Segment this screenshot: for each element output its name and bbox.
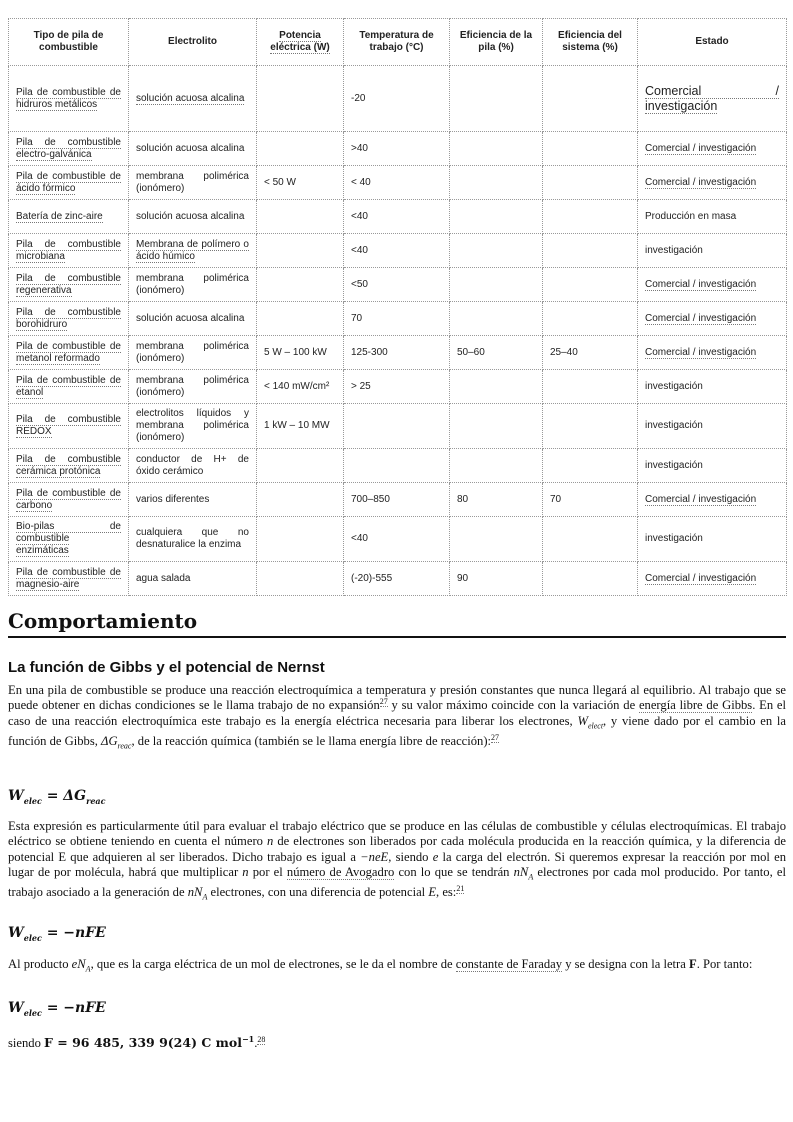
table-row bbox=[9, 517, 787, 562]
cell-electrolito bbox=[129, 234, 257, 268]
faraday-constant-link[interactable]: constante de Faraday bbox=[455, 957, 563, 971]
math-nNA: $nN_A$ bbox=[187, 885, 208, 902]
cell-potencia bbox=[257, 517, 344, 562]
cell-potencia: 5 W – 100 kW bbox=[257, 336, 344, 370]
gibbs-energy-link[interactable]: energía libre de Gibbs bbox=[638, 698, 753, 713]
table-row bbox=[9, 449, 787, 483]
page bbox=[8, 18, 786, 596]
cell-ef-sistema bbox=[543, 166, 638, 200]
cell-potencia: 1 kW – 10 MW bbox=[257, 404, 344, 449]
cell-tipo[interactable] bbox=[9, 302, 129, 336]
cell-temperatura: <40 bbox=[344, 200, 450, 234]
reference-link[interactable]: 21 bbox=[456, 883, 465, 893]
table-row bbox=[9, 66, 787, 132]
cell-estado[interactable] bbox=[638, 166, 787, 200]
table-row bbox=[9, 132, 787, 166]
math-n: n bbox=[242, 865, 249, 880]
text: . Por tanto: bbox=[696, 957, 753, 971]
cell-potencia bbox=[257, 66, 344, 132]
cell-estado[interactable] bbox=[638, 66, 787, 132]
cell-ef-sistema: 70 bbox=[543, 483, 638, 517]
header-estado: Estado bbox=[638, 19, 787, 66]
cell-potencia bbox=[257, 132, 344, 166]
cell-estado: investigación bbox=[638, 370, 787, 404]
text: electrones, con una diferencia de potencial bbox=[207, 885, 429, 900]
table-row bbox=[9, 200, 787, 234]
text: , de la reacción química (también se le llama energía libre de reacción): bbox=[131, 733, 492, 748]
table-header-row bbox=[9, 19, 787, 66]
cell-temperatura: 70 bbox=[344, 302, 450, 336]
cell-estado: Producción en masa bbox=[638, 200, 787, 234]
text: la carga del electrón. Si queremos expresar la reacción por mol en lugar de por molécula, habrá que multiplicar bbox=[8, 849, 786, 880]
cell-potencia bbox=[257, 562, 344, 596]
estado-link[interactable]: Comercial / investigación bbox=[645, 278, 757, 290]
cell-estado[interactable] bbox=[638, 336, 787, 370]
header-ef-pila: Eficiencia de la pila (%) bbox=[450, 19, 543, 66]
estado-link[interactable]: Comercial / investigación bbox=[645, 83, 779, 113]
cell-potencia: < 50 W bbox=[257, 166, 344, 200]
estado-link[interactable]: Comercial / investigación bbox=[645, 176, 757, 188]
text: electrones por cada mol producido. Por tanto, el trabajo asociado a la generación de bbox=[8, 865, 786, 900]
cell-temperatura: -20 bbox=[344, 66, 450, 132]
header-temperatura: Temperatura de trabajo (°C) bbox=[344, 19, 450, 66]
estado-link[interactable]: Comercial / investigación bbox=[645, 142, 757, 154]
cell-ef-pila bbox=[450, 200, 543, 234]
cell-tipo[interactable] bbox=[9, 449, 129, 483]
cell-electrolito: conductor de H+ de óxido cerámico bbox=[129, 449, 257, 483]
estado-link[interactable]: Comercial / investigación bbox=[645, 346, 757, 358]
cell-potencia: < 140 mW/cm² bbox=[257, 370, 344, 404]
cell-electrolito: solución acuosa alcalina bbox=[129, 302, 257, 336]
cell-ef-sistema bbox=[543, 370, 638, 404]
cell-tipo[interactable] bbox=[9, 268, 129, 302]
cell-temperatura: <40 bbox=[344, 234, 450, 268]
table-row bbox=[9, 562, 787, 596]
cell-ef-sistema bbox=[543, 234, 638, 268]
cell-temperatura: >40 bbox=[344, 132, 450, 166]
header-electrolito: Electrolito bbox=[129, 19, 257, 66]
math-neE: −neE bbox=[360, 849, 389, 864]
reference-link[interactable]: 28 bbox=[257, 1034, 266, 1044]
table-row bbox=[9, 483, 787, 517]
cell-estado[interactable] bbox=[638, 302, 787, 336]
cell-ef-pila bbox=[450, 268, 543, 302]
table-row bbox=[9, 234, 787, 268]
cell-tipo[interactable] bbox=[9, 234, 129, 268]
cell-estado: investigación bbox=[638, 234, 787, 268]
cell-potencia bbox=[257, 302, 344, 336]
math-n: n bbox=[266, 834, 274, 849]
cell-electrolito: solución acuosa alcalina bbox=[129, 200, 257, 234]
text: siendo bbox=[8, 1036, 45, 1051]
text: por el bbox=[248, 865, 287, 880]
math-nNA: $nN_A$ bbox=[513, 865, 534, 882]
equation-wElec-nFE-2: $W_{elec} = -nFE$ bbox=[8, 1000, 106, 1018]
paragraph-faraday bbox=[8, 957, 786, 977]
text: de electrones son liberados por cada molécula producida en la reacción química, y la diferencia de potencial E que adquieren al ser liberados. Dicho trabajo es igual a bbox=[8, 834, 786, 864]
math-w-elect: $W_{elect}$ bbox=[577, 713, 604, 731]
electrolito-link[interactable]: Membrana de polímero o ácido húmico bbox=[136, 238, 249, 262]
text: , y viene dado por el cambio en la función de Gibbs, bbox=[8, 713, 786, 748]
cell-temperatura: (-20)-555 bbox=[344, 562, 450, 596]
cell-ef-sistema: 25–40 bbox=[543, 336, 638, 370]
math-delta-g: $\Delta G_{reac}$ bbox=[101, 733, 132, 751]
cell-ef-pila bbox=[450, 404, 543, 449]
table-row bbox=[9, 166, 787, 200]
cell-estado: investigación bbox=[638, 404, 787, 449]
cell-electrolito: membrana polimérica (ionómero) bbox=[129, 166, 257, 200]
cell-electrolito: varios diferentes bbox=[129, 483, 257, 517]
header-tipo: Tipo de pila de combustible bbox=[9, 19, 129, 66]
table-row bbox=[9, 336, 787, 370]
cell-potencia bbox=[257, 449, 344, 483]
cell-tipo[interactable] bbox=[9, 404, 129, 449]
text: En una pila de combustible se produce una reacción electroquímica a temperatura y presión constantes que nunca llegará al equilibrio. Al trabajo que se puede obtener en dichas condiciones se le llama trabajo de no expansión bbox=[8, 683, 786, 713]
cell-electrolito: membrana polimérica (ionómero) bbox=[129, 268, 257, 302]
cell-ef-pila: 80 bbox=[450, 483, 543, 517]
tipo-link[interactable]: Pila de combustible REDOX bbox=[16, 414, 121, 437]
cell-tipo[interactable] bbox=[9, 66, 129, 132]
cell-estado[interactable] bbox=[638, 268, 787, 302]
text: , que es la carga eléctrica de un mol de electrones, se le da el nombre de bbox=[90, 957, 456, 971]
estado-link[interactable]: Comercial / investigación bbox=[645, 493, 757, 505]
text: Al producto bbox=[8, 957, 72, 971]
cell-ef-sistema bbox=[543, 66, 638, 132]
tipo-link[interactable]: Pila de combustible de metanol reformado bbox=[16, 340, 121, 364]
tipo-link[interactable]: Pila de combustible de hidruros metálicos bbox=[16, 86, 121, 110]
cell-estado: investigación bbox=[638, 517, 787, 562]
tipo-link[interactable]: Pila de combustible de carbono bbox=[16, 487, 121, 511]
table-row bbox=[9, 268, 787, 302]
faraday-formula: F = 96 485, 339 9(24) C mol$^{-1}$ bbox=[44, 1034, 255, 1051]
tipo-link[interactable]: Bio-pilas de combustible enzimáticas bbox=[16, 521, 121, 556]
equation-wElec-nFE: $W_{elec} = -nFE$ bbox=[8, 925, 106, 943]
tipo-link[interactable]: Pila de combustible de ácido fórmico bbox=[16, 170, 121, 194]
cell-electrolito bbox=[129, 66, 257, 132]
cell-electrolito: agua salada bbox=[129, 562, 257, 596]
paragraph-work bbox=[8, 819, 786, 905]
cell-ef-sistema bbox=[543, 132, 638, 166]
cell-electrolito: electrolitos líquidos y membrana polimérica (ionómero) bbox=[129, 404, 257, 449]
math-e: e bbox=[432, 849, 439, 864]
tipo-link[interactable]: Pila de combustible regenerativa bbox=[16, 272, 121, 296]
tipo-link[interactable]: Pila de combustible microbiana bbox=[16, 238, 121, 262]
cell-tipo[interactable] bbox=[9, 200, 129, 234]
cell-tipo[interactable] bbox=[9, 562, 129, 596]
text: . bbox=[254, 1036, 258, 1051]
reference-link[interactable]: 27 bbox=[379, 697, 388, 707]
cell-tipo[interactable] bbox=[9, 132, 129, 166]
equation-wElec-deltaG: $W_{elec} = \Delta G_{reac}$ bbox=[8, 788, 106, 806]
cell-potencia bbox=[257, 483, 344, 517]
cell-ef-sistema bbox=[543, 562, 638, 596]
cell-temperatura bbox=[344, 449, 450, 483]
cell-tipo[interactable] bbox=[9, 517, 129, 562]
text: , siendo bbox=[388, 849, 433, 864]
cell-ef-sistema bbox=[543, 200, 638, 234]
text: con lo que se tendrán bbox=[394, 865, 514, 880]
cell-tipo[interactable] bbox=[9, 166, 129, 200]
header-potencia[interactable] bbox=[257, 19, 344, 66]
cell-ef-pila bbox=[450, 166, 543, 200]
cell-tipo[interactable] bbox=[9, 370, 129, 404]
cell-temperatura: > 25 bbox=[344, 370, 450, 404]
text: y su valor máximo coincide con la variación de bbox=[387, 698, 639, 713]
cell-ef-pila bbox=[450, 132, 543, 166]
avogadro-link[interactable]: número de Avogadro bbox=[286, 865, 395, 880]
letter-F: F bbox=[689, 957, 697, 971]
cell-estado[interactable] bbox=[638, 483, 787, 517]
estado-link[interactable]: Comercial / investigación bbox=[645, 572, 757, 584]
text: y se designa con la letra bbox=[562, 957, 689, 971]
math-E: E bbox=[428, 885, 437, 900]
tipo-link[interactable]: Batería de zinc-aire bbox=[16, 210, 103, 222]
table-row bbox=[9, 302, 787, 336]
cell-ef-sistema bbox=[543, 302, 638, 336]
cell-ef-pila bbox=[450, 66, 543, 132]
fuel-cell-table bbox=[8, 18, 787, 596]
cell-temperatura: 700–850 bbox=[344, 483, 450, 517]
cell-electrolito: membrana polimérica (ionómero) bbox=[129, 336, 257, 370]
cell-temperatura: <40 bbox=[344, 517, 450, 562]
cell-potencia bbox=[257, 234, 344, 268]
cell-tipo[interactable] bbox=[9, 483, 129, 517]
tipo-link[interactable]: Pila de combustible de magnesio-aire bbox=[16, 566, 121, 590]
reference-link[interactable]: 27 bbox=[491, 732, 500, 742]
tipo-link[interactable]: Pila de combustible de etanol bbox=[16, 374, 121, 398]
cell-ef-sistema bbox=[543, 449, 638, 483]
tipo-link[interactable]: Pila de combustible electro-galvánica bbox=[16, 136, 121, 160]
tipo-link[interactable]: Pila de combustible cerámica protónica bbox=[16, 453, 121, 477]
cell-temperatura: < 40 bbox=[344, 166, 450, 200]
cell-temperatura bbox=[344, 404, 450, 449]
cell-potencia bbox=[257, 268, 344, 302]
cell-ef-pila: 90 bbox=[450, 562, 543, 596]
text: . En el caso de una reacción electroquímica este trabajo es la energía eléctrica necesaria para liberar los electrones, bbox=[8, 698, 787, 728]
header-ef-sistema: Eficiencia del sistema (%) bbox=[543, 19, 638, 66]
cell-estado[interactable] bbox=[638, 562, 787, 596]
electrolito-link[interactable]: solución acuosa alcalina bbox=[136, 92, 245, 104]
cell-estado: investigación bbox=[638, 449, 787, 483]
math-eNA: $eN_A$ bbox=[71, 957, 91, 974]
table-row bbox=[9, 404, 787, 449]
header-potencia-link[interactable]: Potencia eléctrica (W) bbox=[270, 30, 330, 53]
cell-estado[interactable] bbox=[638, 132, 787, 166]
cell-ef-pila bbox=[450, 302, 543, 336]
cell-ef-pila bbox=[450, 370, 543, 404]
text: Esta expresión es particularmente útil para evaluar el trabajo eléctrico que se produce en las células de combustible y células electroquímicas. El trabajo eléctrico se obtiene teniendo en cuenta el número bbox=[8, 819, 786, 849]
text: , es: bbox=[436, 885, 457, 900]
cell-ef-sistema bbox=[543, 268, 638, 302]
cell-tipo[interactable] bbox=[9, 336, 129, 370]
cell-ef-pila bbox=[450, 517, 543, 562]
estado-link[interactable]: Comercial / investigación bbox=[645, 312, 757, 324]
subsection-heading: La función de Gibbs y el potencial de Nernst bbox=[8, 659, 325, 676]
cell-electrolito: solución acuosa alcalina bbox=[129, 132, 257, 166]
section-heading: Comportamiento bbox=[8, 609, 786, 638]
table-row bbox=[9, 370, 787, 404]
cell-electrolito: cualquiera que no desnaturalice la enzima bbox=[129, 517, 257, 562]
cell-temperatura: 125-300 bbox=[344, 336, 450, 370]
paragraph-gibbs bbox=[8, 683, 786, 754]
cell-ef-sistema bbox=[543, 404, 638, 449]
tipo-link[interactable]: Pila de combustible borohidruro bbox=[16, 306, 121, 330]
paragraph-faraday-value bbox=[8, 1032, 786, 1052]
cell-electrolito: membrana polimérica (ionómero) bbox=[129, 370, 257, 404]
cell-temperatura: <50 bbox=[344, 268, 450, 302]
cell-ef-pila bbox=[450, 234, 543, 268]
cell-ef-sistema bbox=[543, 517, 638, 562]
cell-ef-pila bbox=[450, 449, 543, 483]
cell-potencia bbox=[257, 200, 344, 234]
cell-ef-pila: 50–60 bbox=[450, 336, 543, 370]
